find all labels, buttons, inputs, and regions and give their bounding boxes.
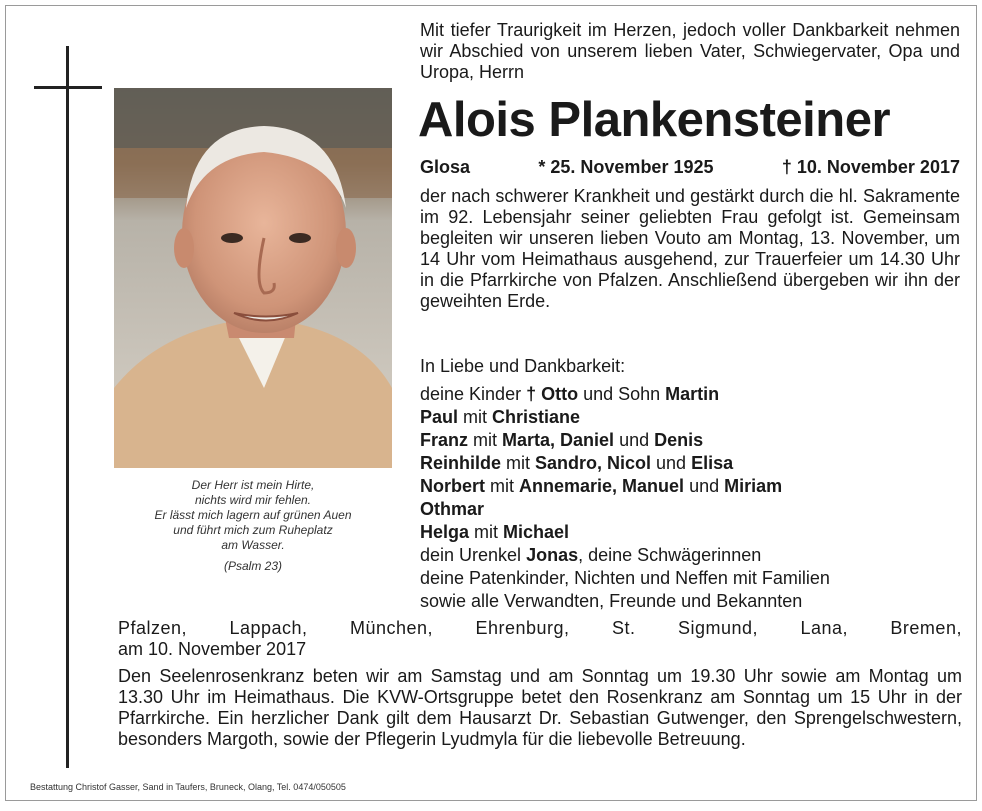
psalm-line: Er lässt mich lagern auf grünen Auen <box>154 508 352 522</box>
mourner-name: † Otto <box>526 384 579 404</box>
psalm-reference: (Psalm 23) <box>223 559 282 573</box>
place: St. <box>612 618 636 638</box>
mourner-row <box>420 475 960 498</box>
life-dates <box>420 156 960 178</box>
cross-icon-horizontal <box>34 86 102 89</box>
mourner-text: und <box>614 430 655 450</box>
mourner-text: mit <box>468 430 503 450</box>
mourner-name: Miriam <box>724 476 783 496</box>
mourner-name: Elisa <box>691 453 734 473</box>
mourner-name: Christiane <box>492 407 581 427</box>
mourner-name: Helga <box>420 522 470 542</box>
place: Ehrenburg, <box>475 618 570 638</box>
psalm-line: Der Herr ist mein Hirte, <box>191 478 315 492</box>
intro-text: Mit tiefer Traurigkeit im Herzen, jedoch voller Dankbarkeit nehmen wir Abschied von unserem lieben Vater, Schwiegervater, Opa und Uropa, Herrn <box>420 20 960 82</box>
mourner-row: deine Patenkinder, Nichten und Neffen mit Familien <box>420 568 830 588</box>
places-line <box>118 618 962 639</box>
portrait-photo <box>114 88 392 468</box>
cross-icon-vertical <box>66 46 69 768</box>
place: Sigmund, <box>677 618 758 638</box>
obituary-notice <box>5 5 977 801</box>
place: Bremen, <box>890 618 962 638</box>
mourner-row <box>420 544 960 567</box>
mourner-row <box>420 452 960 475</box>
mourner-text: deine Kinder <box>420 384 527 404</box>
death-date: † 10. November 2017 <box>781 157 960 177</box>
mourner-name: Franz <box>420 430 469 450</box>
mourners-list <box>420 383 960 613</box>
place: Lappach, <box>229 618 308 638</box>
mourner-name: Annemarie, Manuel <box>519 476 685 496</box>
mourner-name: Reinhilde <box>420 453 502 473</box>
psalm-line: und führt mich zum Ruheplatz <box>173 523 333 537</box>
notice-date: am 10. November 2017 <box>118 639 307 659</box>
mourner-name: Sandro, Nicol <box>535 453 652 473</box>
mourner-name: Norbert <box>420 476 486 496</box>
psalm-quote <box>114 478 392 574</box>
mourner-text: und <box>651 453 692 473</box>
mourner-text: mit <box>501 453 536 473</box>
mourner-text: dein Urenkel <box>420 545 527 565</box>
mourner-name: Marta, Daniel <box>502 430 615 450</box>
mourners-heading: In Liebe und Dankbarkeit: <box>420 356 626 376</box>
closing-text: Den Seelenrosenkranz beten wir am Samstag und am Sonntag um 19.30 Uhr sowie am Montag um 13.30 Uhr im Heimathaus. Die KVW-Ortsgruppe betet den Rosenkranz am Sonntag um 15 Uhr in der Pfarrkirche. Ein herzlicher Dank gilt dem Hausarzt Dr. Sebastian Gutwenger, den Sprengelschwestern, besonders Margoth, sowie der Pflegerin Lyudmyla für die liebevolle Betreuung. <box>118 666 962 749</box>
place: Pfalzen, <box>118 618 188 638</box>
mourner-row <box>420 498 960 521</box>
place: Lana, <box>800 618 848 638</box>
deceased-name: Alois Plankensteiner <box>418 93 891 147</box>
mourner-text: mit <box>485 476 520 496</box>
mourner-name: Martin <box>665 384 720 404</box>
mourner-text: , deine Schwägerinnen <box>578 545 762 565</box>
mourner-row <box>420 383 960 406</box>
mourner-name: Jonas <box>526 545 579 565</box>
undertaker-footer: Bestattung Christof Gasser, Sand in Taufers, Bruneck, Olang, Tel. 0474/050505 <box>30 782 346 792</box>
mourner-name: Paul <box>420 407 459 427</box>
birth-date: * 25. November 1925 <box>538 157 714 177</box>
funeral-details: der nach schwerer Krankheit und gestärkt durch die hl. Sakramente im 92. Lebensjahr seiner geliebten Frau gefolgt ist. Gemeinsam begleiten wir unseren lieben Vouto am Montag, 13. November, um 14 Uhr vom Heimathaus ausgehend, zur Trauerfeier um 14.30 Uhr in die Pfarrkirche von Pfalzen. Anschließend übergeben wir ihn der geweihten Erde. <box>420 186 960 311</box>
mourner-text: mit <box>458 407 493 427</box>
mourner-row <box>420 521 960 544</box>
mourner-text: und <box>684 476 725 496</box>
place: München, <box>350 618 434 638</box>
hometown: Glosa <box>420 157 471 177</box>
mourner-name: Othmar <box>420 499 485 519</box>
mourner-row: sowie alle Verwandten, Freunde und Bekannten <box>420 591 803 611</box>
mourner-text: mit <box>469 522 504 542</box>
place-and-date <box>118 618 962 660</box>
mourner-name: Michael <box>503 522 570 542</box>
mourner-row <box>420 406 960 429</box>
mourner-text: und Sohn <box>578 384 666 404</box>
psalm-line: am Wasser. <box>221 538 285 552</box>
mourner-row <box>420 429 960 452</box>
mourner-name: Denis <box>654 430 704 450</box>
psalm-line: nichts wird mir fehlen. <box>194 493 312 507</box>
